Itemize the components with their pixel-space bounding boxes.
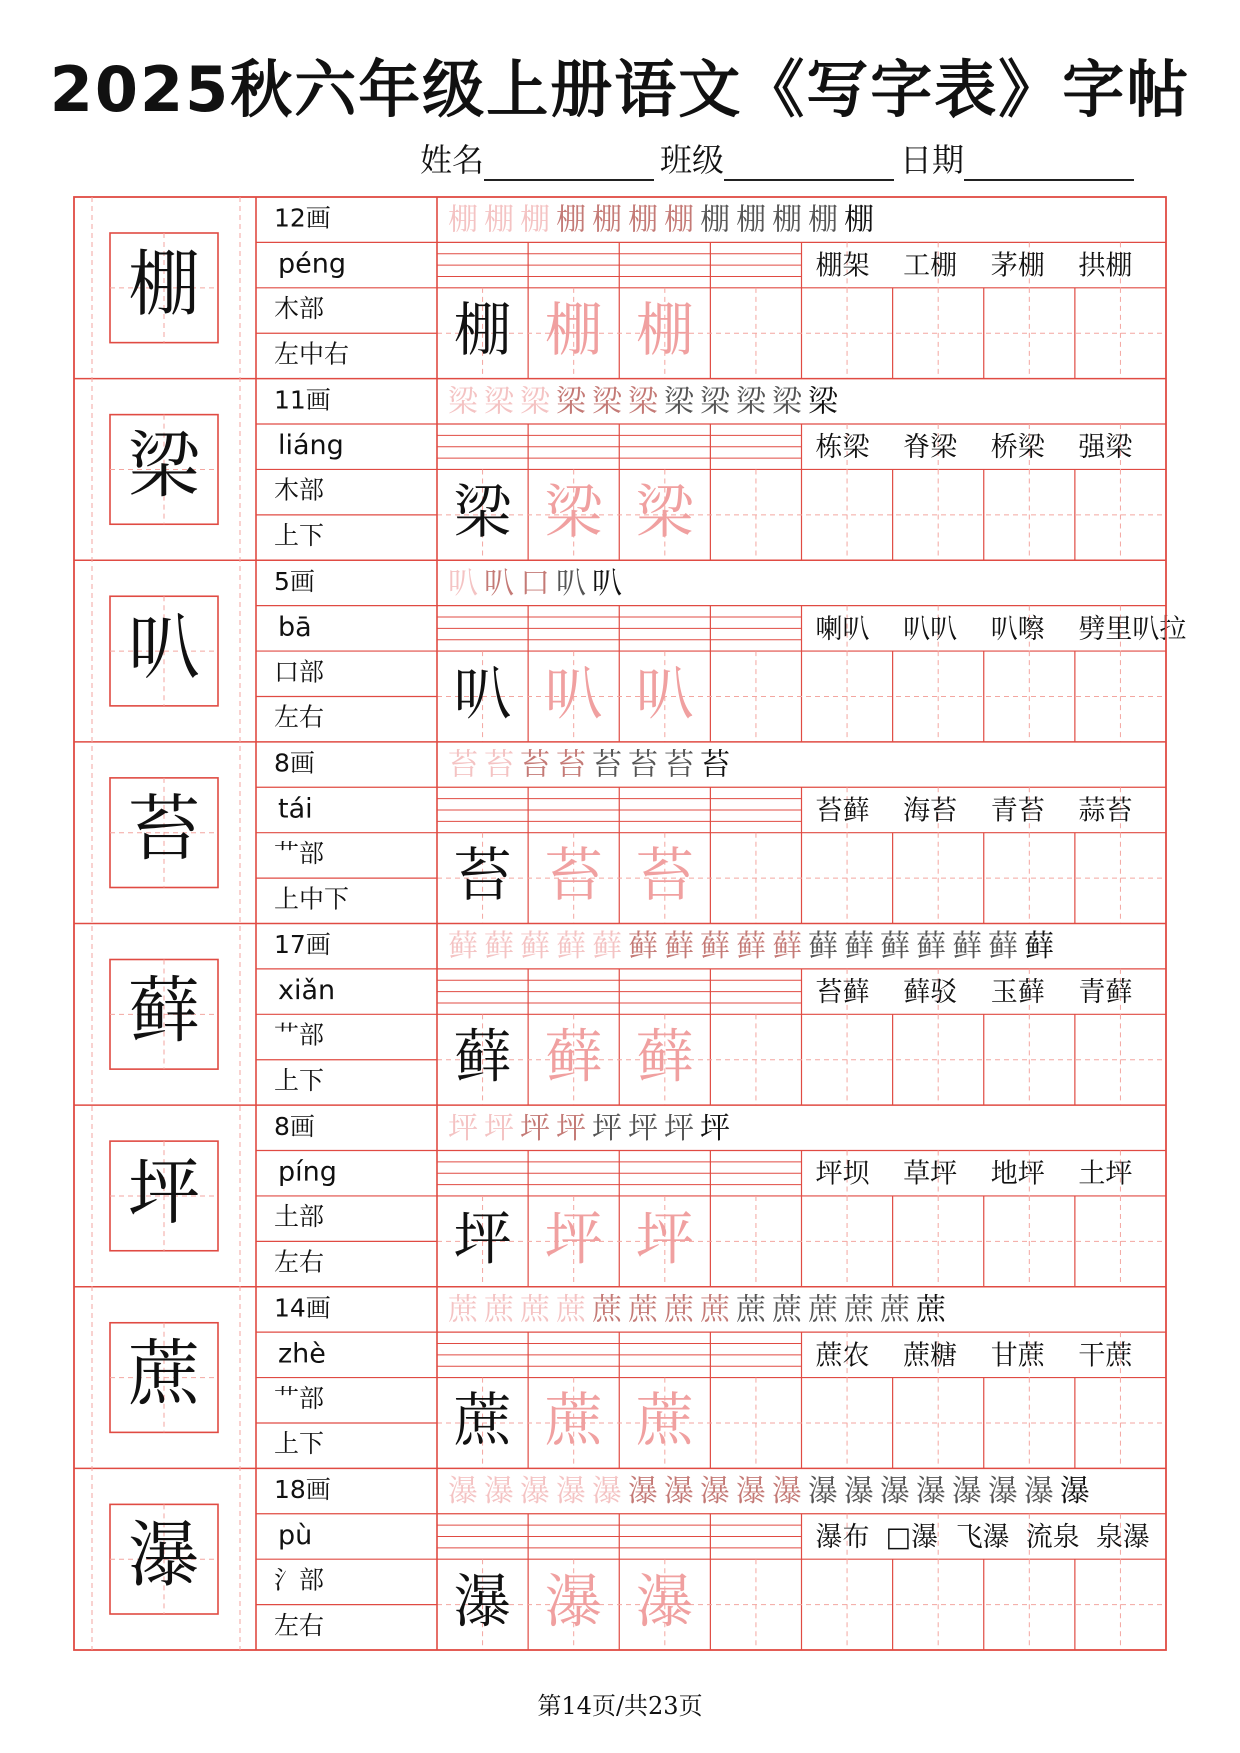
stroke-count: 11画: [274, 385, 331, 415]
stroke-step: 瀑: [556, 1474, 586, 1510]
vocab-word: 劈里叭拉: [1078, 613, 1187, 645]
vocab-word: 叭嚓: [990, 613, 1045, 645]
practice-char: 蔗: [453, 1385, 512, 1454]
stroke-step: 蔗: [520, 1292, 550, 1328]
structure: 左中右: [274, 339, 350, 369]
vocab-word: 藓驳: [903, 977, 958, 1009]
trace-char: 梁: [544, 477, 603, 546]
stroke-step: 藓: [952, 929, 982, 965]
stroke-step: 瀑: [628, 1474, 658, 1510]
radical: 艹部: [274, 1020, 325, 1050]
practice-char: 藓: [453, 1022, 512, 1091]
stroke-step: 瀑: [772, 1474, 802, 1510]
stroke-step: 棚: [736, 202, 766, 238]
stroke-step: 棚: [592, 202, 622, 238]
stroke-step: 叭: [448, 565, 478, 601]
vocab-word: 脊梁: [903, 432, 958, 464]
stroke-step: 藓: [880, 929, 910, 965]
pinyin: pù: [278, 1519, 313, 1551]
trace-char: 瀑: [544, 1567, 603, 1636]
trace-char: 棚: [544, 296, 603, 365]
structure: 左右: [274, 1247, 325, 1277]
pinyin: zhè: [278, 1338, 326, 1370]
vocab-word: 蔗糖: [903, 1340, 958, 1372]
trace-char: 蔗: [544, 1385, 603, 1454]
page-title: 2025秋六年级上册语文《写字表》字帖: [49, 53, 1191, 126]
trace-char: 坪: [544, 1204, 603, 1273]
stroke-step: 瀑: [448, 1474, 478, 1510]
stroke-step: 藓: [736, 929, 766, 965]
stroke-step: 苔: [448, 747, 478, 783]
practice-char: 梁: [453, 477, 512, 546]
vocab-word: 青藓: [1078, 977, 1133, 1009]
main-character: 坪: [127, 1149, 201, 1234]
radical: 木部: [274, 294, 325, 324]
stroke-step: 梁: [592, 384, 622, 420]
stroke-count: 5画: [274, 566, 315, 596]
stroke-step: 藓: [592, 929, 622, 965]
stroke-step: 瀑: [1060, 1474, 1090, 1510]
stroke-step: 坪: [664, 1110, 694, 1146]
stroke-step: 棚: [700, 202, 730, 238]
vocab-word: 流泉: [1025, 1521, 1080, 1553]
vocab-word: 喇叭: [815, 613, 870, 645]
stroke-step: 瀑: [808, 1474, 838, 1510]
stroke-step: 藓: [520, 929, 550, 965]
vocab-word: 瀑布: [815, 1521, 870, 1553]
vocab-word: 桥梁: [990, 432, 1045, 464]
stroke-step: 瀑: [916, 1474, 946, 1510]
stroke-step: 藓: [916, 929, 946, 965]
class-label: 班级: [660, 141, 725, 179]
stroke-step: 苔: [520, 747, 550, 783]
stroke-step: 蔗: [772, 1292, 802, 1328]
pinyin: tái: [278, 793, 313, 825]
vocab-word: 栋梁: [815, 432, 870, 464]
vocab-word: 蒜苔: [1078, 795, 1133, 827]
practice-char: 棚: [453, 296, 512, 365]
vocab-word: 玉藓: [990, 977, 1045, 1009]
practice-char: 叭: [453, 659, 512, 728]
stroke-step: 坪: [628, 1110, 658, 1146]
stroke-step: 棚: [448, 202, 478, 238]
pinyin: xiǎn: [278, 975, 336, 1007]
radical: 口部: [274, 657, 325, 687]
structure: 上下: [274, 1065, 325, 1095]
stroke-step: 梁: [484, 384, 514, 420]
stroke-step: 藓: [772, 929, 802, 965]
stroke-step: 蔗: [736, 1292, 766, 1328]
vocab-word: 叭叭: [903, 613, 958, 645]
stroke-step: 坪: [448, 1110, 478, 1146]
stroke-step: 坪: [592, 1110, 622, 1146]
stroke-step: 瀑: [664, 1474, 694, 1510]
stroke-step: 藓: [628, 929, 658, 965]
stroke-step: 蔗: [628, 1292, 658, 1328]
radical: 艹部: [274, 1383, 325, 1413]
trace-char: 叭: [635, 659, 694, 728]
stroke-step: 瀑: [952, 1474, 982, 1510]
stroke-step: 梁: [700, 384, 730, 420]
vocab-word: 青苔: [990, 795, 1045, 827]
vocab-word: 棚架: [815, 250, 870, 282]
stroke-step: 苔: [592, 747, 622, 783]
structure: 左右: [274, 1610, 325, 1640]
main-character: 蔗: [127, 1331, 201, 1416]
stroke-step: 藓: [844, 929, 874, 965]
stroke-step: 苔: [628, 747, 658, 783]
main-character: 苔: [127, 786, 201, 871]
radical: 土部: [274, 1202, 325, 1232]
stroke-step: 藓: [484, 929, 514, 965]
stroke-step: 蔗: [844, 1292, 874, 1328]
stroke-step: 棚: [808, 202, 838, 238]
trace-char: 瀑: [635, 1567, 694, 1636]
stroke-step: 梁: [736, 384, 766, 420]
vocab-word: 坪坝: [815, 1158, 870, 1190]
trace-char: 蔗: [635, 1385, 694, 1454]
stroke-step: 梁: [556, 384, 586, 420]
trace-char: 棚: [635, 296, 694, 365]
pinyin: bā: [278, 611, 312, 643]
stroke-step: 坪: [484, 1110, 514, 1146]
stroke-step: 棚: [664, 202, 694, 238]
stroke-count: 17画: [274, 930, 331, 960]
structure: 上中下: [274, 884, 350, 914]
stroke-step: 梁: [664, 384, 694, 420]
stroke-step: 坪: [520, 1110, 550, 1146]
main-character: 梁: [127, 423, 201, 508]
stroke-step: 口: [520, 565, 550, 601]
stroke-step: 棚: [628, 202, 658, 238]
trace-char: 坪: [635, 1204, 694, 1273]
main-character: 棚: [127, 241, 201, 326]
stroke-step: 梁: [520, 384, 550, 420]
stroke-step: 藓: [448, 929, 478, 965]
stroke-step: 苔: [700, 747, 730, 783]
radical: 木部: [274, 475, 325, 505]
vocab-word: 苔藓: [815, 795, 870, 827]
stroke-step: 梁: [628, 384, 658, 420]
stroke-step: 瀑: [844, 1474, 874, 1510]
vocab-word: 甘蔗: [990, 1340, 1045, 1372]
pinyin: liáng: [278, 430, 344, 462]
trace-char: 藓: [544, 1022, 603, 1091]
structure: 左右: [274, 702, 325, 732]
stroke-step: 坪: [556, 1110, 586, 1146]
vocab-word: □瀑: [885, 1521, 939, 1553]
stroke-step: 蔗: [484, 1292, 514, 1328]
stroke-step: 棚: [484, 202, 514, 238]
stroke-step: 瀑: [880, 1474, 910, 1510]
page-number: 第14页/共23页: [537, 1692, 703, 1720]
vocab-word: 飞瀑: [955, 1521, 1010, 1553]
stroke-step: 棚: [844, 202, 874, 238]
stroke-step: 棚: [520, 202, 550, 238]
practice-char: 坪: [453, 1204, 512, 1273]
stroke-step: 瀑: [700, 1474, 730, 1510]
stroke-step: 藓: [1024, 929, 1054, 965]
structure: 上下: [274, 1429, 325, 1459]
stroke-step: 叭: [556, 565, 586, 601]
practice-char: 瀑: [453, 1567, 512, 1636]
vocab-word: 海苔: [903, 795, 958, 827]
stroke-count: 8画: [274, 1111, 315, 1141]
vocab-word: 土坪: [1078, 1158, 1133, 1190]
stroke-step: 蔗: [592, 1292, 622, 1328]
pinyin: píng: [278, 1156, 337, 1188]
stroke-step: 藓: [808, 929, 838, 965]
vocab-word: 工棚: [903, 250, 958, 282]
stroke-count: 14画: [274, 1293, 331, 1323]
stroke-step: 蔗: [448, 1292, 478, 1328]
trace-char: 藓: [635, 1022, 694, 1091]
stroke-step: 瀑: [1024, 1474, 1054, 1510]
stroke-step: 藓: [556, 929, 586, 965]
stroke-step: 坪: [700, 1110, 730, 1146]
stroke-step: 叭: [484, 565, 514, 601]
stroke-step: 蔗: [700, 1292, 730, 1328]
stroke-step: 藓: [700, 929, 730, 965]
stroke-step: 苔: [484, 747, 514, 783]
stroke-step: 苔: [556, 747, 586, 783]
stroke-step: 瀑: [484, 1474, 514, 1510]
name-label: 姓名: [420, 141, 485, 179]
stroke-count: 12画: [274, 203, 331, 233]
trace-char: 叭: [544, 659, 603, 728]
stroke-step: 瀑: [520, 1474, 550, 1510]
stroke-step: 蔗: [556, 1292, 586, 1328]
radical: 艹部: [274, 838, 325, 868]
practice-char: 苔: [453, 841, 512, 910]
main-character: 藓: [127, 968, 201, 1053]
stroke-step: 蔗: [808, 1292, 838, 1328]
vocab-word: 蔗农: [815, 1340, 870, 1372]
main-character: 瀑: [127, 1513, 201, 1598]
stroke-step: 瀑: [592, 1474, 622, 1510]
stroke-count: 8画: [274, 748, 315, 778]
stroke-step: 梁: [448, 384, 478, 420]
stroke-step: 梁: [772, 384, 802, 420]
radical: 氵部: [274, 1565, 325, 1595]
stroke-step: 叭: [592, 565, 622, 601]
trace-char: 苔: [635, 841, 694, 910]
stroke-step: 棚: [556, 202, 586, 238]
main-character: 叭: [127, 605, 201, 690]
vocab-word: 苔藓: [815, 977, 870, 1009]
stroke-step: 棚: [772, 202, 802, 238]
stroke-step: 藓: [988, 929, 1018, 965]
pinyin: péng: [278, 248, 347, 280]
vocab-word: 泉瀑: [1095, 1521, 1150, 1553]
stroke-step: 瀑: [736, 1474, 766, 1510]
stroke-step: 瀑: [988, 1474, 1018, 1510]
structure: 上下: [274, 521, 325, 551]
trace-char: 梁: [635, 477, 694, 546]
stroke-step: 蔗: [916, 1292, 946, 1328]
vocab-word: 强梁: [1078, 432, 1133, 464]
stroke-step: 梁: [808, 384, 838, 420]
stroke-count: 18画: [274, 1475, 331, 1505]
stroke-step: 苔: [664, 747, 694, 783]
vocab-word: 茅棚: [990, 250, 1045, 282]
vocab-word: 地坪: [990, 1158, 1045, 1190]
vocab-word: 拱棚: [1078, 250, 1133, 282]
date-label: 日期: [900, 141, 965, 179]
vocab-word: 干蔗: [1078, 1340, 1133, 1372]
trace-char: 苔: [544, 841, 603, 910]
vocab-word: 草坪: [903, 1158, 958, 1190]
stroke-step: 蔗: [880, 1292, 910, 1328]
stroke-step: 藓: [664, 929, 694, 965]
stroke-step: 蔗: [664, 1292, 694, 1328]
